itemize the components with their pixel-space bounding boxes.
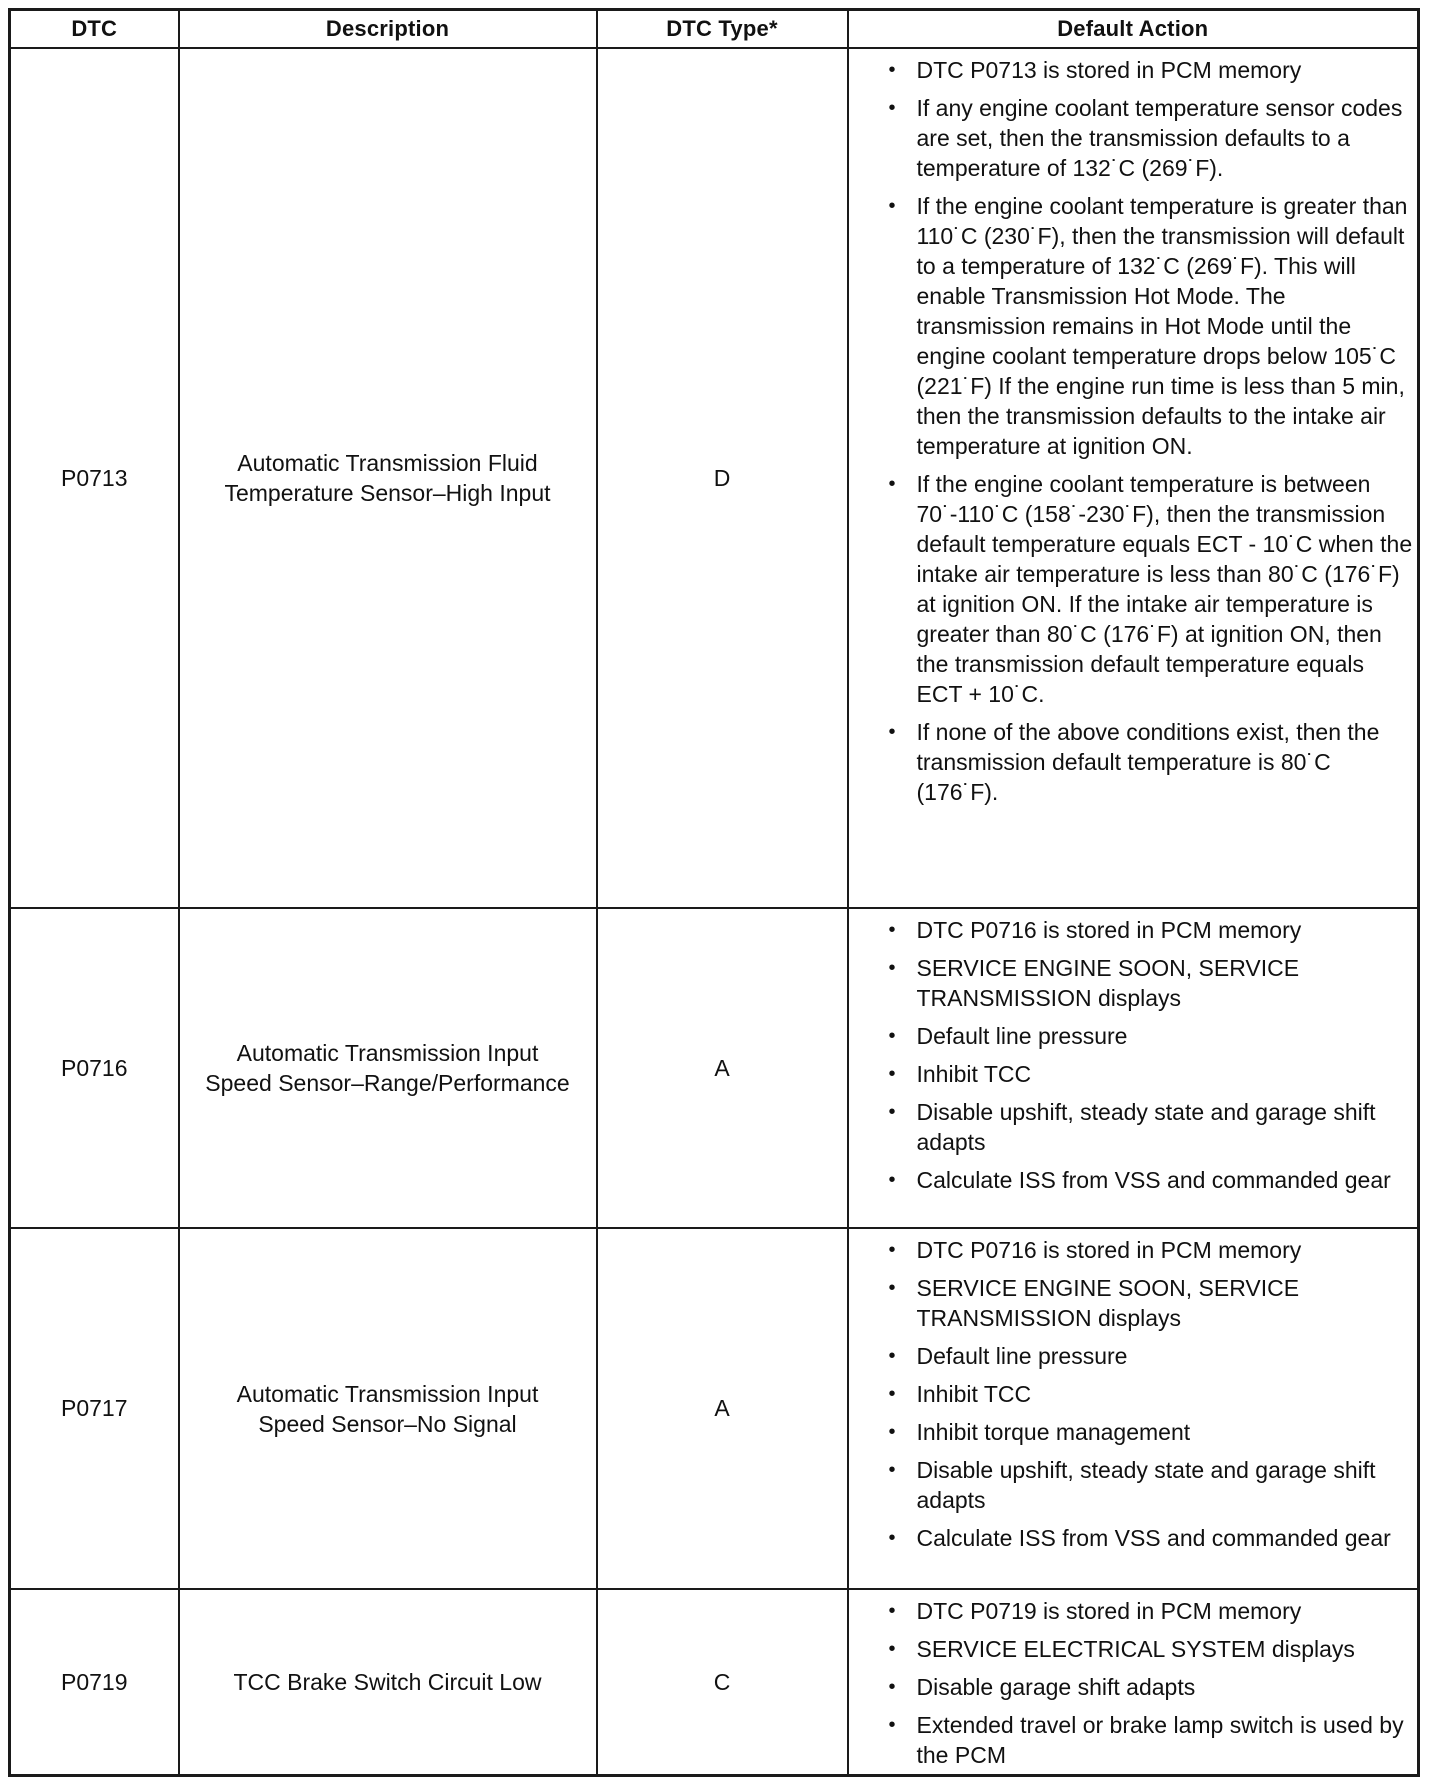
description-line: Automatic Transmission Fluid xyxy=(237,450,538,476)
action-item: • Inhibit TCC xyxy=(885,1379,1414,1409)
dtc-description xyxy=(179,48,597,908)
action-item: • DTC P0716 is stored in PCM memory xyxy=(885,915,1414,945)
action-item: • Default line pressure xyxy=(885,1341,1414,1371)
action-item: • If the engine coolant temperature is between 70˙-110˙C (158˙-230˙F), then the transmission default temperature equals ECT - 10˙C when the intake air temperature is less than 80˙C (176˙F) at ignition ON. If the intake air temperature is greater than 80˙C (176˙F) at ignition ON, then the transmission default temperature equals ECT + 10˙C. xyxy=(885,469,1414,709)
description-line: Temperature Sensor–High Input xyxy=(224,480,551,506)
table-row xyxy=(10,1589,1419,1776)
description-line: Speed Sensor–Range/Performance xyxy=(205,1070,570,1096)
action-item: • DTC P0716 is stored in PCM memory xyxy=(885,1235,1414,1265)
action-item: • Disable upshift, steady state and garage shift adapts xyxy=(885,1455,1414,1515)
table-row xyxy=(10,908,1419,1228)
dtc-table xyxy=(8,8,1420,1777)
header-dtc: DTC xyxy=(10,10,179,49)
dtc-description xyxy=(179,1228,597,1589)
action-list xyxy=(885,55,1414,807)
action-list xyxy=(885,915,1414,1195)
description-line: Automatic Transmission Input xyxy=(236,1380,539,1407)
dtc-description xyxy=(179,1589,597,1776)
dtc-type: C xyxy=(597,1589,848,1776)
dtc-type: A xyxy=(597,908,848,1228)
header-description: Description xyxy=(179,10,597,49)
action-item: • If none of the above conditions exist, then the transmission default temperature is 80˙C (176˙F). xyxy=(885,717,1414,807)
default-action-cell xyxy=(848,1228,1419,1589)
document-page xyxy=(8,8,1420,1770)
action-item: • Default line pressure xyxy=(885,1021,1414,1051)
dtc-code: P0717 xyxy=(10,1228,179,1589)
dtc-description xyxy=(179,908,597,1228)
action-item: • If the engine coolant temperature is greater than 110˙C (230˙F), then the transmission will default to a temperature of 132˙C (269˙F). This will enable Transmission Hot Mode. The transmission remains in Hot Mode until the engine coolant temperature drops below 105˙C (221˙F) If the engine run time is less than 5 min, then the transmission defaults to the intake air temperature at ignition ON. xyxy=(885,191,1414,461)
action-list xyxy=(885,1235,1414,1553)
dtc-code: P0713 xyxy=(10,48,179,908)
header-default-action: Default Action xyxy=(848,10,1419,49)
action-item: • Calculate ISS from VSS and commanded gear xyxy=(885,1523,1414,1553)
action-item: • SERVICE ENGINE SOON, SERVICE TRANSMISSION displays xyxy=(885,1273,1414,1333)
dtc-type: A xyxy=(597,1228,848,1589)
description-line: Speed Sensor–No Signal xyxy=(258,1410,517,1437)
action-item: • Calculate ISS from VSS and commanded gear xyxy=(885,1165,1414,1195)
default-action-cell xyxy=(848,908,1419,1228)
default-action-cell xyxy=(848,1589,1419,1776)
action-item: • If any engine coolant temperature sensor codes are set, then the transmission defaults to a temperature of 132˙C (269˙F). xyxy=(885,93,1414,183)
dtc-code: P0719 xyxy=(10,1589,179,1776)
action-item: • DTC P0713 is stored in PCM memory xyxy=(885,55,1414,85)
action-item: • SERVICE ELECTRICAL SYSTEM displays xyxy=(885,1634,1414,1664)
default-action-cell xyxy=(848,48,1419,908)
action-item: • Disable upshift, steady state and garage shift adapts xyxy=(885,1097,1414,1157)
description-line: TCC Brake Switch Circuit Low xyxy=(233,1669,542,1695)
action-item: • Disable garage shift adapts xyxy=(885,1672,1414,1702)
action-item: • Inhibit TCC xyxy=(885,1059,1414,1089)
action-item: • Inhibit torque management xyxy=(885,1417,1414,1447)
header-dtc-type: DTC Type* xyxy=(597,10,848,49)
action-item: • DTC P0719 is stored in PCM memory xyxy=(885,1596,1414,1626)
action-list xyxy=(885,1596,1414,1770)
description-line: Automatic Transmission Input xyxy=(236,1040,539,1066)
action-item: • Extended travel or brake lamp switch is used by the PCM xyxy=(885,1710,1414,1770)
table-header-row xyxy=(10,10,1419,49)
dtc-type: D xyxy=(597,48,848,908)
dtc-code: P0716 xyxy=(10,908,179,1228)
table-row xyxy=(10,1228,1419,1589)
table-row xyxy=(10,48,1419,908)
action-item: • SERVICE ENGINE SOON, SERVICE TRANSMISSION displays xyxy=(885,953,1414,1013)
